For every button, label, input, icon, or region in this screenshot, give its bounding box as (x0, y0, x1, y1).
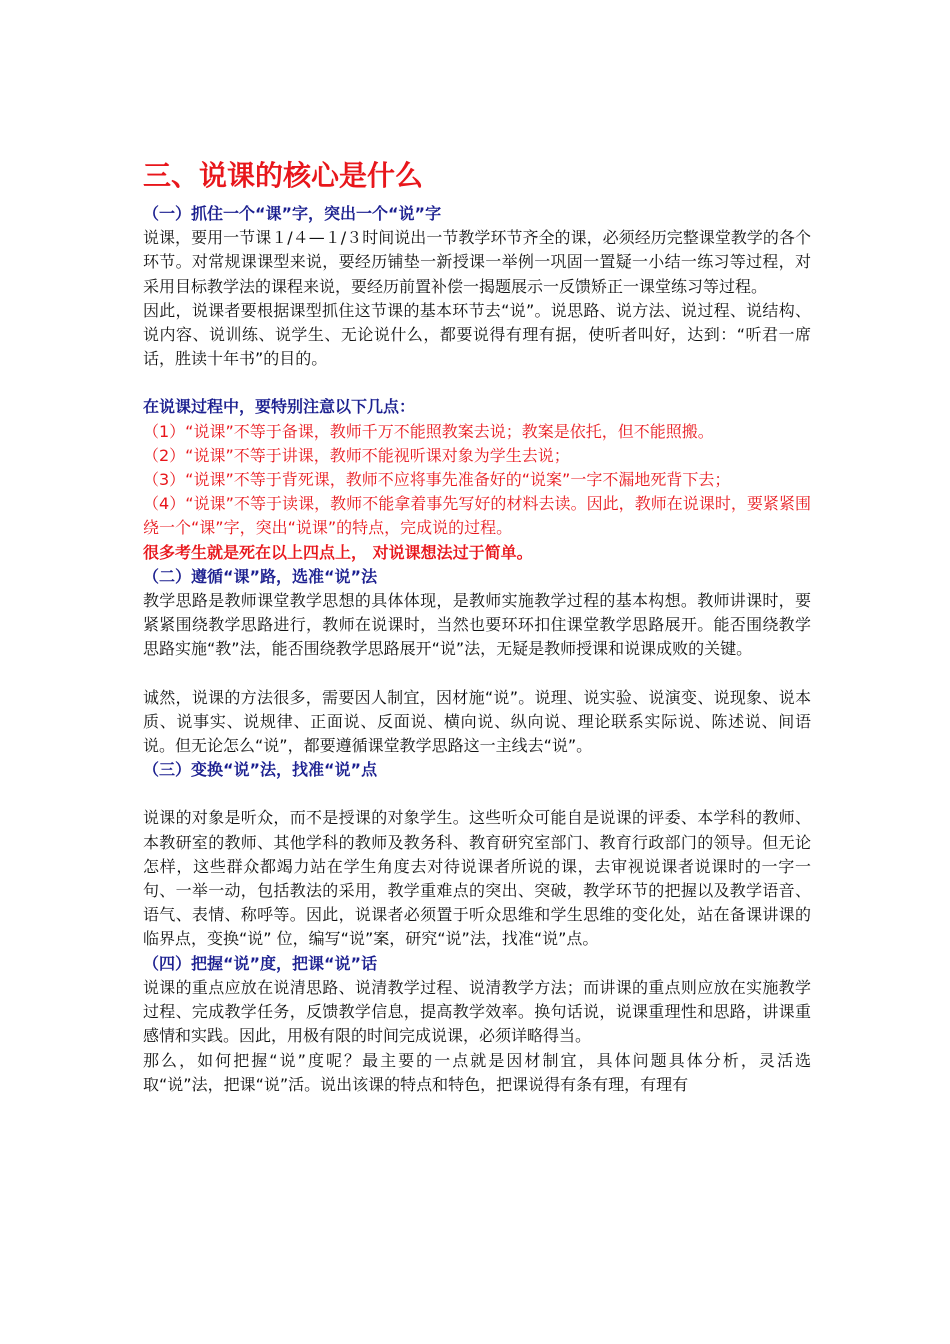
paragraph-six: 说课的重点应放在说清思路、说清教学过程、说清教学方法；而讲课的重点则应放在实施教学过程、完成教学任务，反馈教学信息，提高教学效率。换句话说，说课重理性和思路，讲课重感情和实践。因此，用极有限的时间完成说课，必须详略得当。 (143, 977, 811, 1046)
subheading-one: （一）抓住一个“课”字，突出一个“说”字 (143, 204, 442, 223)
paragraph-one: 说课，要用一节课１/４—１/３时间说出一节教学环节齐全的课，必须经历完整课堂教学的各个环节。对常规课课型来说，要经历铺垫一新授课一举例一巩固一置疑一小结一练习等过程，对采用目标教学法的课程来说，要经历前置补偿一揭题展示一反馈矫正一课堂练习等过程。 (143, 228, 811, 296)
spacer (143, 662, 811, 686)
paragraph-two: 因此，说课者要根据课型抓住这节课的基本环节去“说”。说思路、说方法、说过程、说结构、说内容、说训练、说学生、无论说什么，都要说得有理有据，使听者叫好，达到：“听君一席话，胜读十年书”的目的。 (143, 300, 811, 369)
subheading-two: （二）遵循“课”路，选准“说”法 (143, 566, 378, 586)
spacer (143, 782, 811, 806)
notice-item-1: （1）“说课”不等于备课，教师千万不能照教案去说；教案是依托，但不能照搬。 (143, 421, 714, 441)
notice-heading: 在说课过程中，要特别注意以下几点： (143, 397, 416, 417)
subheading-four: （四）把握“说”度，把课“说”话 (143, 953, 378, 973)
section-title: 三、说课的核心是什么 (143, 159, 424, 192)
notice-item-3: （3）“说课”不等于背死课，教师不应将事先准备好的“说案”一字不漏地死背下去； (143, 470, 731, 490)
spacer (143, 371, 811, 395)
paragraph-four: 诚然，说课的方法很多，需要因人制宜，因材施“说”。说理、说实验、说演变、说现象、说本质、说事实、说规律、正面说、反面说、横向说、纵向说、理论联系实际说、陈述说、间语说。但无论怎么“说”，都要遵循课堂教学思路这一主线去“说”。 (143, 687, 811, 756)
paragraph-five: 说课的对象是听众，而不是授课的对象学生。这些听众可能自是说课的评委、本学科的教师、本教研室的教师、其他学科的教师及教务科、教育研究室部门、教育行政部门的领导。但无论怎样，这些群众都竭力站在学生角度去对待说课者所说的课，去审视说课者说课时的一字一句、一举一动，包括教法的采用，教学重难点的突出、突破，教学环节的把握以及教学语音、语气、表情、称呼等。因此，说课者必须置于听众思维和学生思维的变化处，站在备课讲课的临界点，变换“说” 位，编写“说”案，研究“说”法，找准“说”点。 (143, 808, 811, 949)
paragraph-three: 教学思路是教师课堂教学思想的具体体现，是教师实施教学过程的基本构想。教师讲课时，要紧紧围绕教学思路进行，教师在说课时，当然也要环环扣住课堂教学思路展开。能否围绕教学思路实施“教”法，能否围绕教学思路展开“说”法，无疑是教师授课和说课成败的关键。 (143, 591, 811, 659)
document-body (143, 202, 811, 1097)
notice-item-4: （4）“说课”不等于读课，教师不能拿着事先写好的材料去读。因此，教师在说课时，要紧紧围绕一个“课”字，突出“说课”的特点，完成说的过程。 (143, 494, 811, 538)
paragraph-seven: 那么，如何把握“说”度呢？最主要的一点就是因材制宜，具体问题具体分析，灵活选取“说”法，把课“说”活。说出该课的特点和特色，把课说得有条有理，有理有 (143, 1050, 811, 1094)
notice-conclusion: 很多考生就是死在以上四点上， 对说课想法过于简单。 (143, 542, 533, 562)
subheading-three: （三）变换“说”法，找准“说”点 (143, 760, 378, 780)
notice-item-2: （2）“说课”不等于讲课，教师不能视听课对象为学生去说； (143, 445, 570, 465)
